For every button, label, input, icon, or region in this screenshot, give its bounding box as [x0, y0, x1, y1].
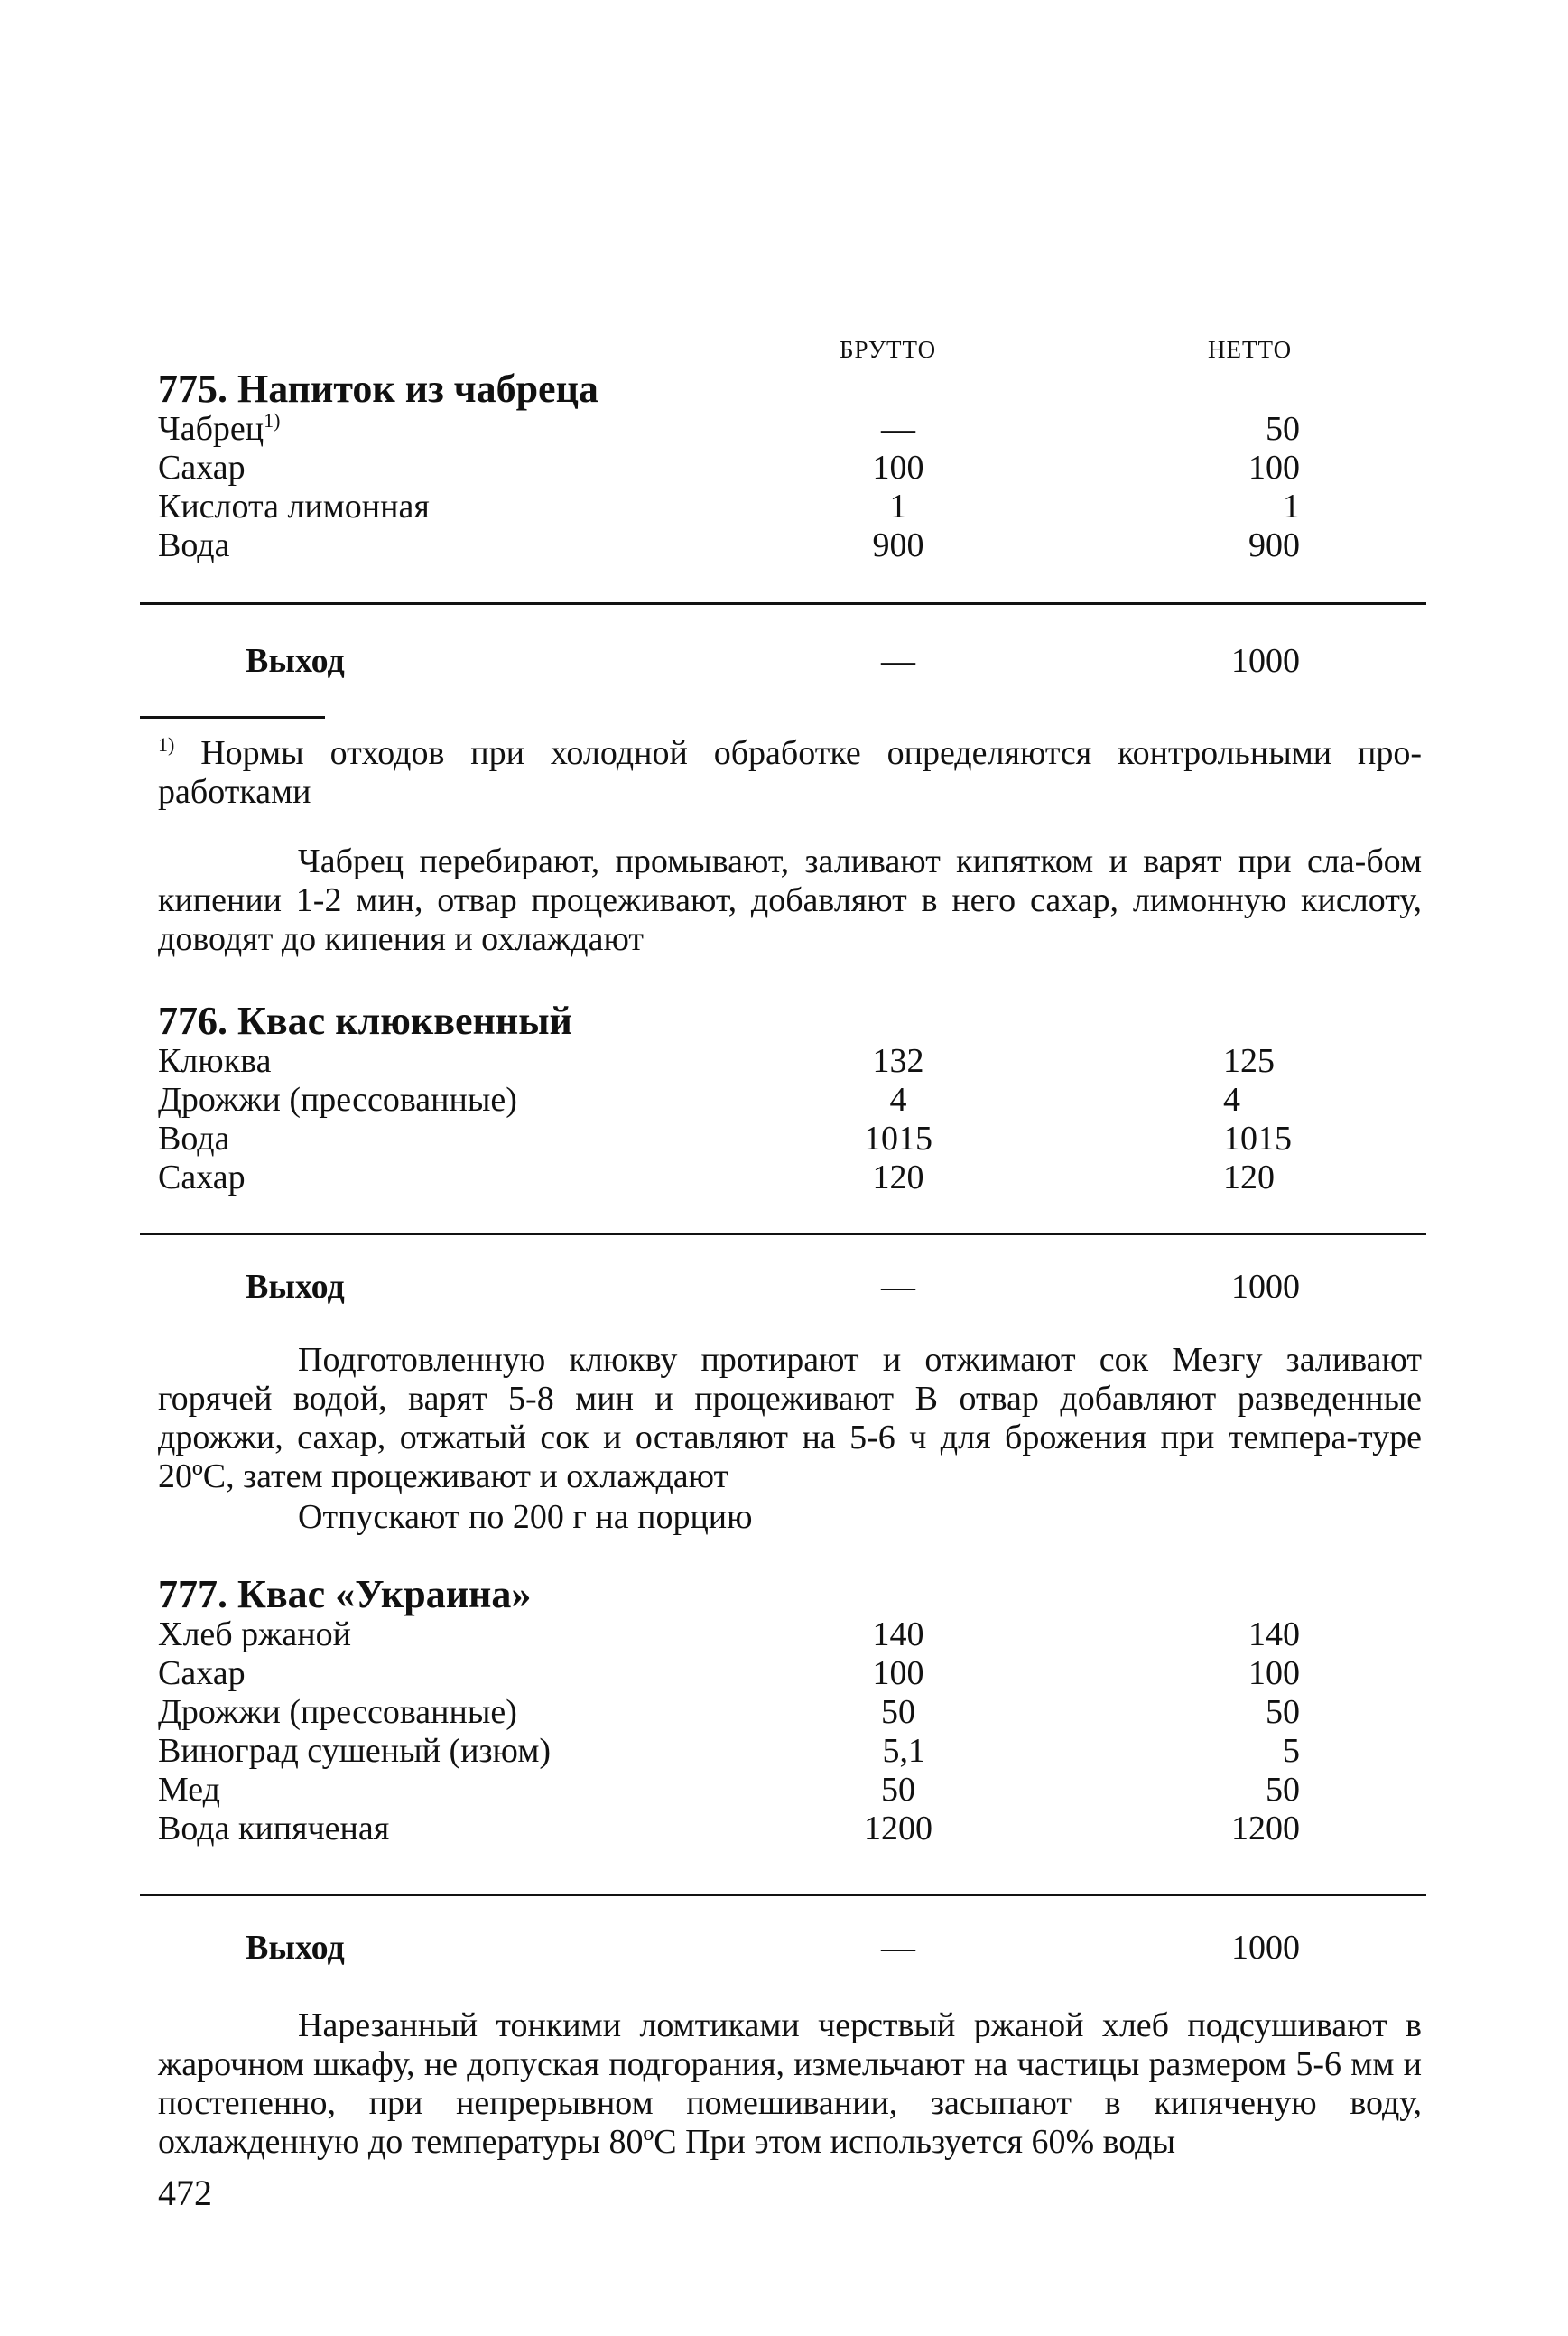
ingredient-name: Мед: [158, 1771, 220, 1809]
brutto-value: 120: [872, 1159, 924, 1196]
brutto-value: 5,1: [882, 1732, 925, 1770]
recipe-title: 777. Квас «Украина»: [158, 1572, 532, 1616]
ingredient-name: Чабрец$^{1)}$: [158, 409, 281, 448]
brutto-value: 4: [889, 1081, 907, 1119]
ingredient-row: [0, 1080, 1568, 1119]
brutto-value: —: [881, 410, 915, 448]
brutto-value: 1: [889, 488, 907, 526]
yield-netto: 1000: [1231, 1268, 1300, 1306]
ingredient-row: [0, 448, 1568, 487]
yield-label: Выход: [246, 642, 345, 680]
page-number: 472: [158, 2173, 212, 2213]
brutto-value: 140: [872, 1615, 924, 1653]
ingredient-row: [0, 1731, 1568, 1770]
ingredient-name: Кислота лимонная: [158, 488, 430, 526]
ingredient-name: Виноград сушеный (изюм): [158, 1732, 552, 1770]
netto-value: 120: [1223, 1159, 1275, 1196]
yield-netto: 1000: [1231, 642, 1300, 680]
brutto-value: 50: [881, 1771, 915, 1809]
netto-value: 50: [1266, 1693, 1300, 1731]
netto-value: 50: [1266, 1771, 1300, 1809]
footnote-mark: 1): [264, 409, 281, 432]
brutto-value: 1015: [864, 1120, 932, 1158]
ingredient-row: [0, 1809, 1568, 1847]
ingredient-name: Клюква: [158, 1042, 272, 1080]
ingredient-row: [0, 1770, 1568, 1809]
table-rule: [140, 602, 1426, 605]
footnote-mark: 1): [158, 733, 175, 756]
netto-value: 900: [1248, 526, 1300, 564]
recipe-title: 775. Напиток из чабреца: [158, 367, 598, 411]
netto-value: 1200: [1231, 1810, 1300, 1847]
ingredient-row: [0, 409, 1568, 448]
footnote: [158, 725, 1422, 812]
ingredient-name: Дрожжи (прессованные): [158, 1081, 517, 1119]
brutto-value: 900: [872, 526, 924, 564]
netto-value: 100: [1248, 1654, 1300, 1692]
yield-brutto: —: [881, 642, 915, 680]
brutto-value: 1200: [864, 1810, 932, 1847]
netto-value: 1015: [1223, 1120, 1292, 1158]
brutto-value: 100: [872, 449, 924, 487]
ingredient-name: Сахар: [158, 1159, 246, 1196]
ingredient-row: [0, 1158, 1568, 1196]
column-header-brutto: БРУТТО: [840, 336, 937, 363]
method-paragraph: Подготовленную клюкву протирают и отжимают сок Мезгу заливают горячей водой, варят 5-8 мин и процеживают В отвар добавляют разведенные дрожжи, сахар, отжатый сок и оставляют на 5-6 ч для брожения при темпера-туре 20ºС, затем процеживают и охлаждают: [158, 1341, 1422, 1495]
brutto-value: 50: [881, 1693, 915, 1731]
netto-value: 100: [1248, 449, 1300, 487]
footnote-rule: [140, 716, 325, 719]
table-rule: [140, 1894, 1426, 1896]
recipe-title: 776. Квас клюквенный: [158, 999, 572, 1043]
ingredient-name: Дрожжи (прессованные): [158, 1693, 517, 1731]
yield-brutto: —: [881, 1929, 915, 1967]
netto-value: 125: [1223, 1042, 1275, 1080]
yield-netto: 1000: [1231, 1929, 1300, 1967]
serving-note: Отпускают по 200 г на порцию: [298, 1498, 753, 1536]
yield-label: Выход: [246, 1268, 345, 1306]
ingredient-row: [0, 1119, 1568, 1158]
ingredient-name: Вода: [158, 526, 230, 564]
method-paragraph: Чабрец перебирают, промывают, заливают кипятком и варят при сла-бом кипении 1-2 мин, отвар процеживают, добавляют в него сахар, лимонную кислоту, доводят до кипения и охлаждают: [158, 842, 1422, 958]
footnote-text: Нормы отходов при холодной обработке определяются контрольными про-работками: [158, 734, 1423, 811]
ingredient-name: Сахар: [158, 449, 246, 487]
netto-value: 4: [1223, 1081, 1240, 1119]
ingredient-row: [0, 1041, 1568, 1080]
ingredient-name: Вода кипяченая: [158, 1810, 390, 1847]
netto-value: 50: [1266, 410, 1300, 448]
netto-value: 140: [1248, 1615, 1300, 1653]
netto-value: 1: [1283, 488, 1300, 526]
ingredient-row: [0, 526, 1568, 564]
ingredient-row: [0, 487, 1568, 526]
yield-label: Выход: [246, 1929, 345, 1967]
netto-value: 5: [1283, 1732, 1300, 1770]
method-paragraph: Нарезанный тонкими ломтиками черствый ржаной хлеб подсушивают в жарочном шкафу, не допуская подгорания, измельчают на частицы размером 5-6 мм и постепенно, при непрерывном помешивании, засыпают в кипяченую воду, охлажденную до температуры 80ºС При этом используется 60% воды: [158, 2006, 1422, 2161]
brutto-value: 100: [872, 1654, 924, 1692]
yield-brutto: —: [881, 1268, 915, 1306]
ingredient-name: Сахар: [158, 1654, 246, 1692]
ingredient-row: [0, 1615, 1568, 1653]
column-header-netto: НЕТТО: [1208, 336, 1293, 363]
ingredient-row: [0, 1692, 1568, 1731]
ingredient-row: [0, 1653, 1568, 1692]
table-rule: [140, 1233, 1426, 1235]
brutto-value: 132: [872, 1042, 924, 1080]
ingredient-name: Вода: [158, 1120, 230, 1158]
ingredient-name: Хлеб ржаной: [158, 1615, 351, 1653]
